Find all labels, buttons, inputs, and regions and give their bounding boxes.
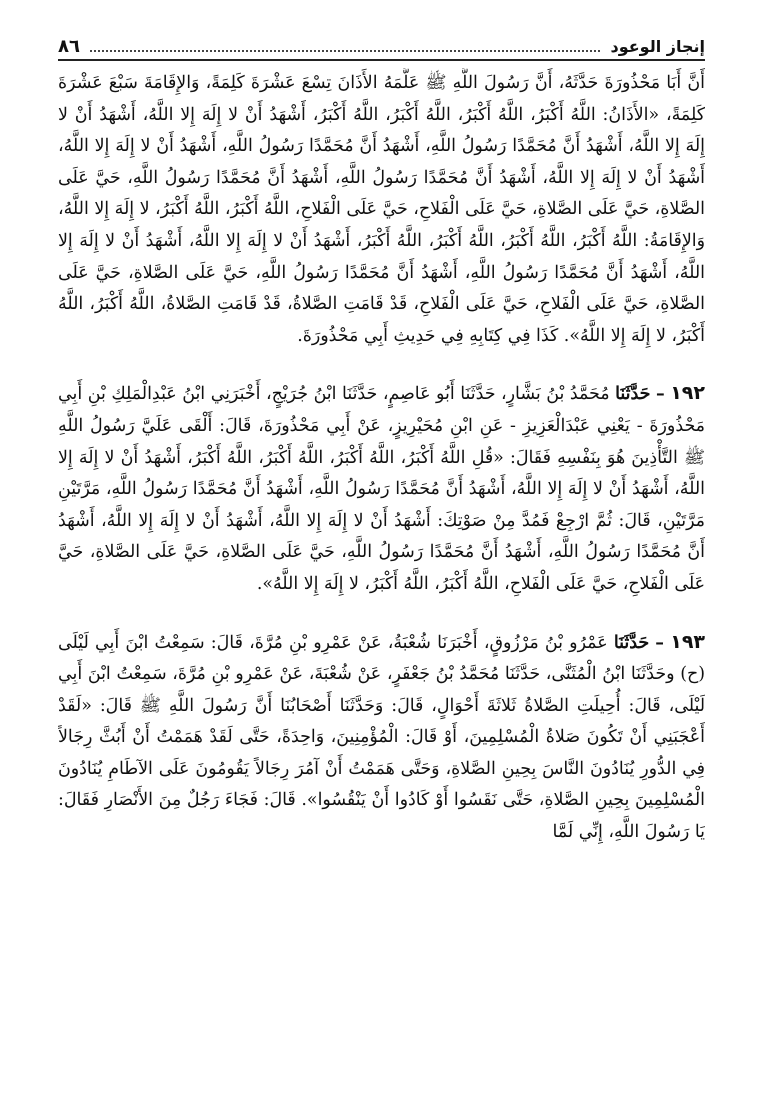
page-header xyxy=(58,27,705,61)
hadith-text: أَنَّ أَبَا مَحْذُورَةَ حَدَّثَهُ، أَنَّ رَسُولَ اللَّهِ ﷺ عَلَّمَهُ الأَذَانَ تِسْعَ عَشْرَةَ كَلِمَةً، وَالإِقَامَةَ سَبْعَ عَشْرَةَ كَلِمَةً، «الأَذَانُ: اللَّهُ أَكْبَرُ، اللَّهُ أَكْبَرُ، اللَّهُ أَكْبَرُ، اللَّهُ أَكْبَرُ، أَشْهَدُ أَنْ لا إِلَهَ إِلا اللَّهُ، أَشْهَدُ أَنْ لا إِلَهَ إِلا اللَّهُ، أَشْهَدُ أَنَّ مُحَمَّدًا رَسُولُ اللَّهِ، أَشْهَدُ أَنَّ مُحَمَّدًا رَسُولُ اللَّهِ، أَشْهَدُ أَنْ لا إِلَهَ إِلا اللَّهُ، أَشْهَدُ أَنْ لا إِلَهَ إِلا اللَّهُ، أَشْهَدُ أَنَّ مُحَمَّدًا رَسُولُ اللَّهِ، أَشْهَدُ أَنَّ مُحَمَّدًا رَسُولُ اللَّهِ، حَيَّ عَلَى الصَّلاةِ، حَيَّ عَلَى الصَّلاةِ، حَيَّ عَلَى الْفَلاحِ، حَيَّ عَلَى الْفَلاحِ، اللَّهُ أَكْبَرُ، اللَّهُ أَكْبَرُ، لا إِلَهَ إِلا اللَّهُ، وَالإِقَامَةُ: اللَّهُ أَكْبَرُ، اللَّهُ أَكْبَرُ، اللَّهُ أَكْبَرُ، اللَّهُ أَكْبَرُ، أَشْهَدُ أَنْ لا إِلَهَ إِلا اللَّهُ، أَشْهَدُ أَنْ لا إِلَهَ إِلا اللَّهُ، أَشْهَدُ أَنَّ مُحَمَّدًا رَسُولُ اللَّهِ، أَشْهَدُ أَنَّ مُحَمَّدًا رَسُولُ اللَّهِ، حَيَّ عَلَى الصَّلاةِ، حَيَّ عَلَى الصَّلاةِ، حَيَّ عَلَى الْفَلاحِ، حَيَّ عَلَى الْفَلاحِ، قَدْ قَامَتِ الصَّلاةُ، قَدْ قَامَتِ الصَّلاةُ، اللَّهُ أَكْبَرُ، اللَّهُ أَكْبَرُ، لا إِلَهَ إِلا اللَّهُ». كَذَا فِي كِتَابِهِ فِي حَدِيثِ أَبِي مَحْذُورَةَ. xyxy=(58,73,705,346)
hadith-opening-word: حَدَّثَنَا xyxy=(615,384,651,405)
hadith-text: مُحَمَّدُ بْنُ بَشَّارٍ، حَدَّثَنَا أَبُو عَاصِمٍ، حَدَّثَنَا ابْنُ جُرَيْجٍ، أَخْبَرَنِي ابْنُ عَبْدِالْمَلِكِ بْنِ أَبِي مَحْذُورَةَ - يَعْنِي عَبْدَالْعَزِيزِ - عَنِ ابْنِ مُحَيْرِيزٍ، عَنْ أَبِي مَحْذُورَةَ، قَالَ: أَلْقَى عَلَيَّ رَسُولُ اللَّهِ ﷺ التَّأْذِينَ هُوَ بِنَفْسِهِ فَقَالَ: «قُلِ اللَّهُ أَكْبَرُ، اللَّهُ أَكْبَرُ، اللَّهُ أَكْبَرُ، اللَّهُ أَكْبَرُ، أَشْهَدُ أَنْ لا إِلَهَ إِلا اللَّهُ، أَشْهَدُ أَنْ لا إِلَهَ إِلا اللَّهُ، أَشْهَدُ أَنَّ مُحَمَّدًا رَسُولُ اللَّهِ، أَشْهَدُ أَنَّ مُحَمَّدًا رَسُولُ اللَّهِ، مَرَّتَيْنِ مَرَّتَيْنِ، قَالَ: ثُمَّ ارْجِعْ فَمُدَّ مِنْ صَوْتِكَ: أَشْهَدُ أَنْ لا إِلَهَ إِلا اللَّهُ، أَشْهَدُ أَنْ لا إِلَهَ إِلا اللَّهُ، أَشْهَدُ أَنَّ مُحَمَّدًا رَسُولُ اللَّهِ، أَشْهَدُ أَنَّ مُحَمَّدًا رَسُولُ اللَّهِ، حَيَّ عَلَى الصَّلاةِ، حَيَّ عَلَى الصَّلاةِ، حَيَّ عَلَى الْفَلاحِ، حَيَّ عَلَى الْفَلاحِ، اللَّهُ أَكْبَرُ، اللَّهُ أَكْبَرُ، لا إِلَهَ إِلا اللَّهُ». xyxy=(58,384,705,594)
hadith-dash: – xyxy=(655,384,665,405)
hadith-text: عَمْرُو بْنُ مَرْزُوقٍ، أَخْبَرَنَا شُعْبَةُ، عَنْ عَمْرِو بْنِ مُرَّةَ، قَالَ: سَمِعْتُ ابْنَ أَبِي لَيْلَى (ح) وحَدَّثَنَا ابْنُ الْمُثَنَّى، حَدَّثَنَا مُحَمَّدُ بْنُ جَعْفَرٍ، عَنْ شُعْبَةَ، عَنْ عَمْرِو بْنِ مُرَّةَ، سَمِعْتُ ابْنَ أَبِي لَيْلَى، قَالَ: أُحِيلَتِ الصَّلاةُ ثَلاثَةَ أَحْوَالٍ، قَالَ: وَحَدَّثَنَا أَصْحَابُنَا أَنَّ رَسُولَ اللَّهِ ﷺ قَالَ: «لَقَدْ أَعْجَبَنِي أَنْ تَكُونَ صَلاةُ الْمُسْلِمِينَ، أَوْ قَالَ: الْمُؤْمِنِينَ، وَاحِدَةً، حَتَّى لَقَدْ هَمَمْتُ أَنْ أَبُثَّ رِجَالاً فِي الدُّورِ يُنَادُونَ النَّاسَ بِحِينِ الصَّلاةِ، وَحَتَّى هَمَمْتُ أَنْ آمُرَ رِجَالاً يَقُومُونَ عَلَى الآطَامِ يُنَادُونَ الْمُسْلِمِينَ بِحِينِ الصَّلاةِ، حَتَّى نَقَسُوا أَوْ كَادُوا أَنْ يَنْقُسُوا». قَالَ: فَجَاءَ رَجُلٌ مِنَ الأَنْصَارِ فَقَالَ: يَا رَسُولَ اللَّهِ، إِنِّي لَمَّا xyxy=(58,632,705,843)
dotted-leader xyxy=(90,50,601,52)
hadith-dash: – xyxy=(655,632,664,653)
hadith-number: ١٩٣ xyxy=(670,630,705,653)
hadith-paragraph xyxy=(58,627,705,849)
hadith-paragraph xyxy=(58,378,705,600)
page-number: ٨٦ xyxy=(58,36,80,57)
page-body xyxy=(58,68,705,1081)
hadith-number: ١٩٢ xyxy=(670,382,705,405)
hadith-opening-word: حَدَّثَنَا xyxy=(613,632,650,653)
running-title: إنجاز الوعود xyxy=(610,37,705,56)
hadith-paragraph xyxy=(58,68,705,352)
